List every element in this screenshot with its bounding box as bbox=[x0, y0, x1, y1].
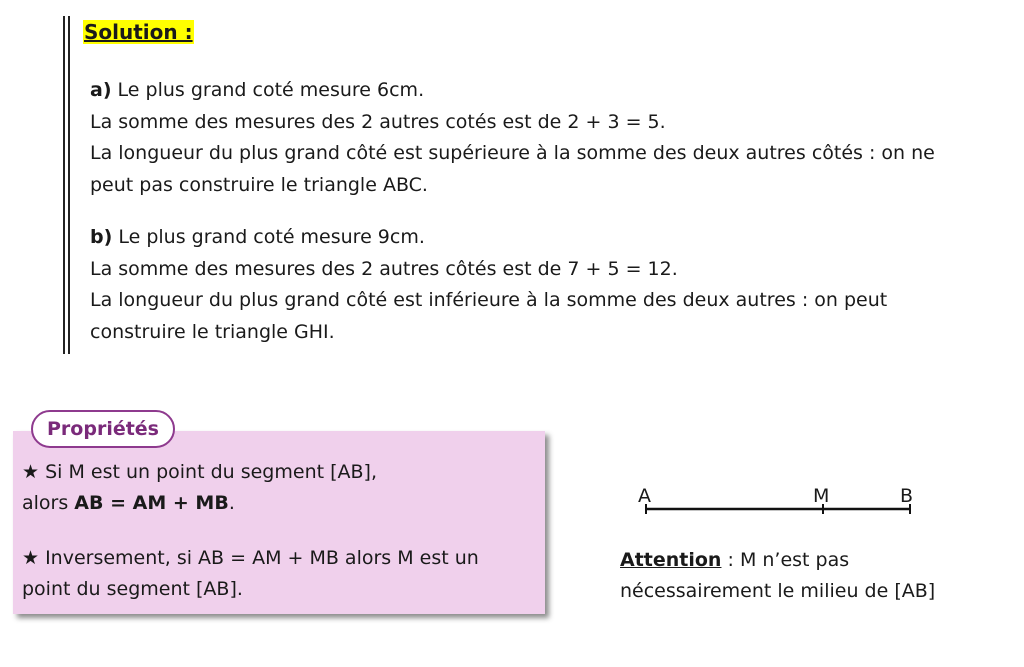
attention-rest: : M n’est pas bbox=[721, 549, 850, 571]
attention-line2: nécessairement le milieu de [AB] bbox=[620, 580, 936, 602]
part-b-line1: Le plus grand coté mesure 9cm. bbox=[112, 226, 425, 248]
point-m-label: M bbox=[813, 485, 830, 507]
formula-am: AM bbox=[132, 492, 167, 514]
formula-eq: = bbox=[103, 492, 133, 514]
property-1-line2 bbox=[22, 488, 377, 519]
property-1-line1: ★ Si M est un point du segment [AB], bbox=[22, 461, 377, 483]
attention-note bbox=[620, 545, 935, 607]
formula-ab: AB bbox=[74, 492, 104, 514]
property-2-line2: point du segment [AB]. bbox=[22, 578, 243, 600]
formula-mb: MB bbox=[195, 492, 229, 514]
solution-part-b bbox=[90, 222, 887, 348]
solution-title: Solution : bbox=[84, 20, 193, 44]
part-b-line3: La longueur du plus grand côté est inférieure à la somme des deux autres : on peut bbox=[90, 289, 888, 311]
segment-diagram bbox=[630, 480, 920, 520]
part-b-label: b) bbox=[90, 226, 113, 248]
part-a-line2: La somme des mesures des 2 autres cotés est de 2 + 3 = 5. bbox=[90, 110, 666, 133]
part-b-line4: construire le triangle GHI. bbox=[90, 320, 335, 343]
part-a-line3: La longueur du plus grand côté est supérieure à la somme des deux autres côtés : on ne bbox=[90, 142, 935, 164]
formula-plus: + bbox=[166, 492, 196, 514]
solution-part-a bbox=[90, 75, 935, 201]
formula-end: . bbox=[228, 492, 235, 514]
property-1 bbox=[22, 457, 377, 519]
properties-title: Propriétés bbox=[31, 410, 175, 448]
attention-word: Attention bbox=[620, 549, 722, 571]
property-2 bbox=[22, 543, 479, 605]
point-b-label: B bbox=[900, 485, 914, 507]
part-a-line1: Le plus grand coté mesure 6cm. bbox=[111, 79, 425, 101]
part-b-line2: La somme des mesures des 2 autres côtés est de 7 + 5 = 12. bbox=[90, 257, 678, 280]
solution-vertical-bar bbox=[63, 16, 70, 354]
part-a-line4: peut pas construire le triangle ABC. bbox=[90, 173, 428, 196]
alors-text: alors bbox=[22, 492, 75, 514]
property-2-line1: ★ Inversement, si AB = AM + MB alors M est un bbox=[22, 547, 479, 569]
point-a-label: A bbox=[638, 485, 651, 507]
part-a-label: a) bbox=[90, 79, 112, 101]
